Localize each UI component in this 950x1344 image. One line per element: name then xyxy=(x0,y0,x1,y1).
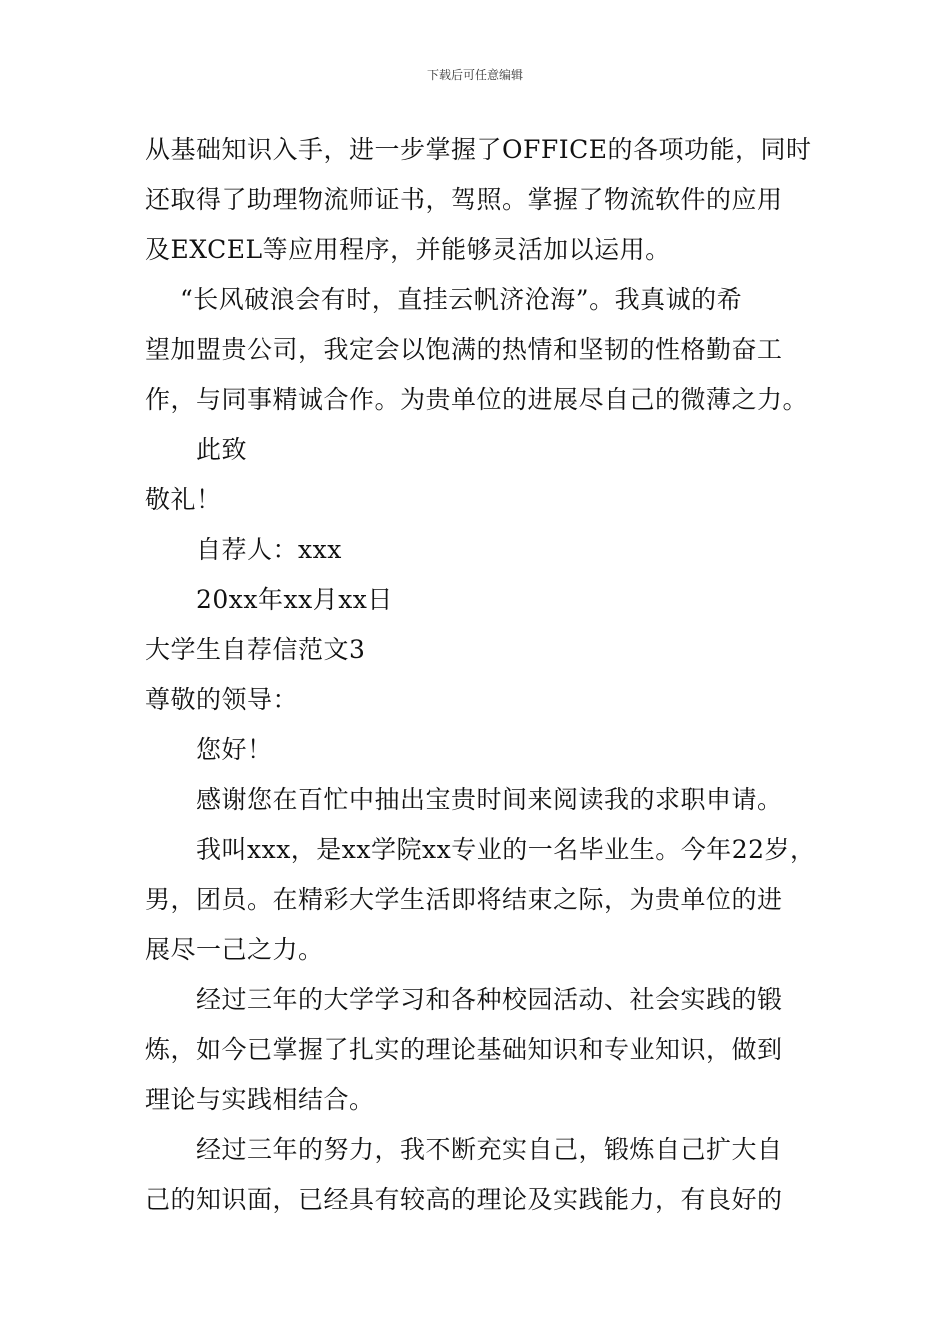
text-line: 炼，如今已掌握了扎实的理论基础知识和专业知识，做到 xyxy=(145,1035,783,1064)
text-line: 作，与同事精诚合作。为贵单位的进展尽自己的微薄之力。 xyxy=(145,385,809,414)
text-line: 望加盟贵公司，我定会以饱满的热情和坚韧的性格勤奋工 xyxy=(145,335,783,364)
text-line: 自荐人：xxx xyxy=(196,535,342,564)
text-line: 敬礼！ xyxy=(145,485,222,514)
text-line: 及EXCEL等应用程序，并能够灵活加以运用。 xyxy=(145,235,671,264)
text-line: 尊敬的领导： xyxy=(145,685,299,714)
text-line: 己的知识面，已经具有较高的理论及实践能力，有良好的 xyxy=(145,1185,783,1214)
page-header: 下载后可任意编辑 xyxy=(426,68,523,82)
text-line: 男，团员。在精彩大学生活即将结束之际，为贵单位的进 xyxy=(145,885,783,914)
text-line: 此致 xyxy=(196,435,248,464)
text-line: 理论与实践相结合。 xyxy=(145,1085,375,1114)
section-title: 大学生自荐信范文3 xyxy=(145,635,366,664)
text-line: 您好！ xyxy=(196,735,273,764)
text-line: 感谢您在百忙中抽出宝贵时间来阅读我的求职申请。 xyxy=(196,785,783,814)
text-line: 20xx年xx月xx日 xyxy=(196,585,393,614)
text-line: 经过三年的大学学习和各种校园活动、社会实践的锻 xyxy=(196,985,783,1014)
text-line: 我叫xxx，是xx学院xx专业的一名毕业生。今年22岁， xyxy=(196,835,816,864)
text-line: 展尽一己之力。 xyxy=(145,935,324,964)
text-line: 经过三年的努力，我不断充实自己，锻炼自己扩大自 xyxy=(196,1135,783,1164)
text-line: 从基础知识入手，进一步掌握了OFFICE的各项功能，同时 xyxy=(145,135,812,164)
text-line: “长风破浪会有时，直挂云帆济沧海”。我真诚的希 xyxy=(180,285,743,314)
text-line: 还取得了助理物流师证书，驾照。掌握了物流软件的应用 xyxy=(145,185,783,214)
